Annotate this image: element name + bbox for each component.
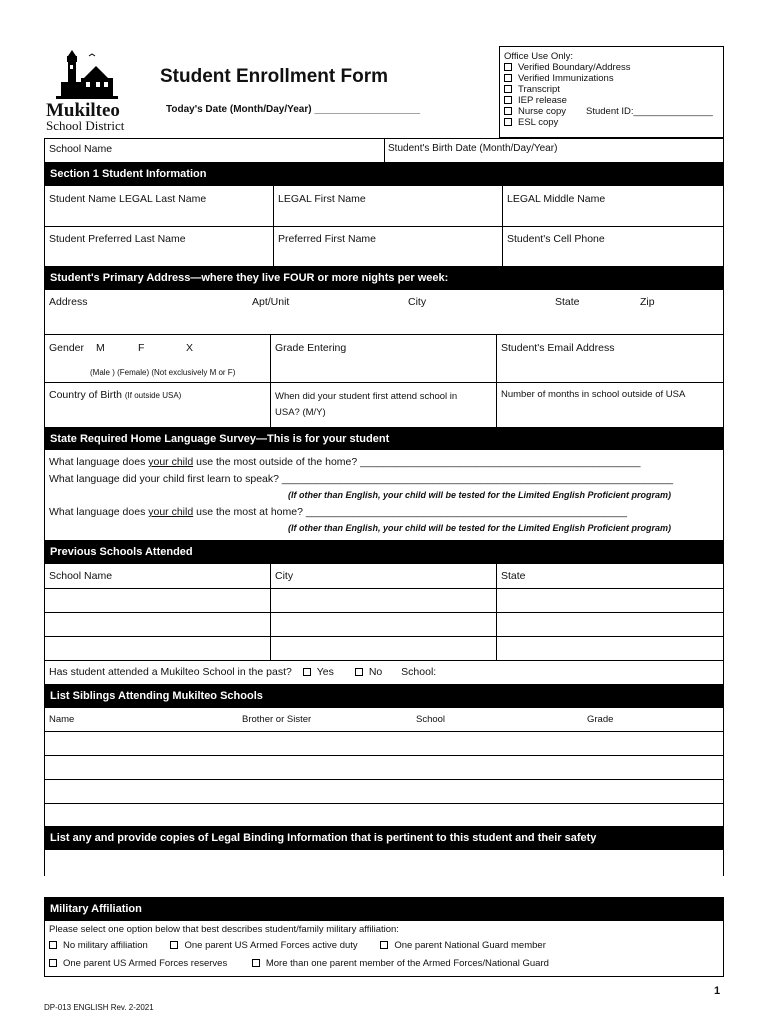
gender-m-option[interactable]: M: [96, 342, 105, 354]
todays-date-field[interactable]: Today's Date (Month/Day/Year) ___________________: [166, 104, 421, 115]
prev-city-header: City: [275, 570, 294, 582]
checkbox-icon[interactable]: [504, 118, 512, 126]
legal-middle-name-field[interactable]: LEGAL Middle Name: [507, 193, 606, 205]
office-use-box: [499, 46, 724, 138]
city-field[interactable]: City: [408, 296, 427, 308]
siblings-header: List Siblings Attending Mukilteo Schools: [44, 684, 724, 708]
legal-last-name-field[interactable]: Student Name LEGAL Last Name: [49, 193, 207, 205]
gender-x-option[interactable]: X: [186, 342, 194, 354]
checkbox-icon[interactable]: [504, 63, 512, 71]
form-id: DP-013 ENGLISH Rev. 2-2021: [44, 1003, 154, 1012]
office-item-transcript[interactable]: Transcript: [504, 84, 719, 95]
attended-mukilteo-question: Has student attended a Mukilteo School in the past? Yes No School:: [49, 666, 437, 678]
table-row[interactable]: [44, 755, 724, 756]
legal-info-area[interactable]: [45, 850, 723, 896]
multiple-parents-checkbox[interactable]: [252, 959, 260, 967]
section1-header: Section 1 Student Information: [44, 162, 724, 186]
language-note2: (If other than English, your child will be tested for the Limited English Proficient program): [288, 523, 672, 533]
sibling-school-header: School: [416, 714, 446, 725]
lighthouse-icon: [46, 48, 136, 104]
grade-entering-field[interactable]: Grade Entering: [275, 342, 347, 354]
preferred-first-name-field[interactable]: Preferred First Name: [278, 233, 377, 245]
sibling-grade-header: Grade: [587, 714, 614, 725]
national-guard-checkbox[interactable]: [380, 941, 388, 949]
zip-field[interactable]: Zip: [640, 296, 655, 308]
cell-phone-field[interactable]: Student's Cell Phone: [507, 233, 605, 245]
gender-note: (Male ) (Female) (Not exclusively M or F): [90, 368, 236, 377]
previous-schools-header: Previous Schools Attended: [44, 540, 724, 564]
gender-f-option[interactable]: F: [138, 342, 145, 354]
school-name-field[interactable]: School Name: [49, 143, 113, 155]
office-item-boundary[interactable]: Verified Boundary/Address: [504, 62, 719, 73]
district-logo: [46, 48, 136, 132]
first-attend-field[interactable]: When did your student first attend school in USA? (M/Y): [275, 391, 458, 418]
table-row[interactable]: [44, 636, 724, 637]
language-q2[interactable]: What language did your child first learn to speak? ___________________________________________________________________: [49, 473, 674, 485]
page-number: 1: [714, 985, 721, 997]
address-header: Student's Primary Address—where they live FOUR or more nights per week:: [44, 266, 724, 290]
checkbox-icon[interactable]: [504, 107, 512, 115]
office-item-nurse[interactable]: Nurse copy Student ID:_______________: [504, 106, 719, 117]
sibling-name-header: Name: [49, 714, 75, 725]
checkbox-icon[interactable]: [504, 85, 512, 93]
gender-label: Gender: [49, 342, 85, 354]
legal-info-header: List any and provide copies of Legal Binding Information that is pertinent to this student and their safety: [44, 826, 724, 850]
language-q3[interactable]: What language does your child use the most at home? _______________________________________________________: [49, 506, 628, 518]
office-item-iep[interactable]: IEP release: [504, 95, 719, 106]
table-row[interactable]: [44, 612, 724, 613]
military-header: Military Affiliation: [44, 897, 724, 921]
prev-school-name-header: School Name: [49, 570, 113, 582]
table-row[interactable]: [44, 803, 724, 804]
months-outside-usa-field[interactable]: Number of months in school outside of USA: [501, 389, 686, 400]
country-of-birth-field[interactable]: Country of Birth (If outside USA): [49, 389, 182, 401]
address-field[interactable]: Address: [49, 296, 88, 308]
office-item-immunizations[interactable]: Verified Immunizations: [504, 73, 719, 84]
checkbox-icon[interactable]: [504, 96, 512, 104]
legal-first-name-field[interactable]: LEGAL First Name: [278, 193, 366, 205]
form-title: Student Enrollment Form: [160, 66, 388, 87]
language-note1: (If other than English, your child will be tested for the Limited English Proficient program): [288, 490, 672, 500]
checkbox-icon[interactable]: [504, 74, 512, 82]
no-checkbox[interactable]: [355, 668, 363, 676]
active-duty-checkbox[interactable]: [170, 941, 178, 949]
preferred-last-name-field[interactable]: Student Preferred Last Name: [49, 233, 186, 245]
no-military-checkbox[interactable]: [49, 941, 57, 949]
state-field[interactable]: State: [555, 296, 580, 308]
birth-date-field[interactable]: Student's Birth Date (Month/Day/Year): [388, 143, 558, 154]
military-instruction: Please select one option below that best describes student/family military affiliation:: [49, 924, 399, 935]
office-use-title: Office Use Only:: [504, 51, 573, 62]
office-item-esl[interactable]: ESL copy: [504, 117, 719, 128]
sibling-relation-header: Brother or Sister: [242, 714, 312, 725]
yes-checkbox[interactable]: [303, 668, 311, 676]
table-row[interactable]: [44, 779, 724, 780]
language-q1[interactable]: What language does your child use the most outside of the home? ________________________________________________: [49, 456, 641, 468]
student-email-field[interactable]: Student's Email Address: [501, 342, 615, 354]
district-name: Mukilteo: [46, 100, 120, 121]
military-options-row1: No military affiliation One parent US Armed Forces active duty One parent National Guard member: [49, 940, 546, 951]
military-options-row2: One parent US Armed Forces reserves More than one parent member of the Armed Forces/National Guard: [49, 958, 549, 969]
prev-school-field[interactable]: School:: [401, 666, 437, 678]
apt-unit-field[interactable]: Apt/Unit: [252, 296, 290, 308]
district-subtitle: School District: [46, 118, 125, 133]
language-survey-header: State Required Home Language Survey—This is for your student: [44, 427, 724, 450]
reserves-checkbox[interactable]: [49, 959, 57, 967]
prev-state-header: State: [501, 570, 526, 582]
student-id-field[interactable]: Student ID:_______________: [586, 106, 713, 117]
